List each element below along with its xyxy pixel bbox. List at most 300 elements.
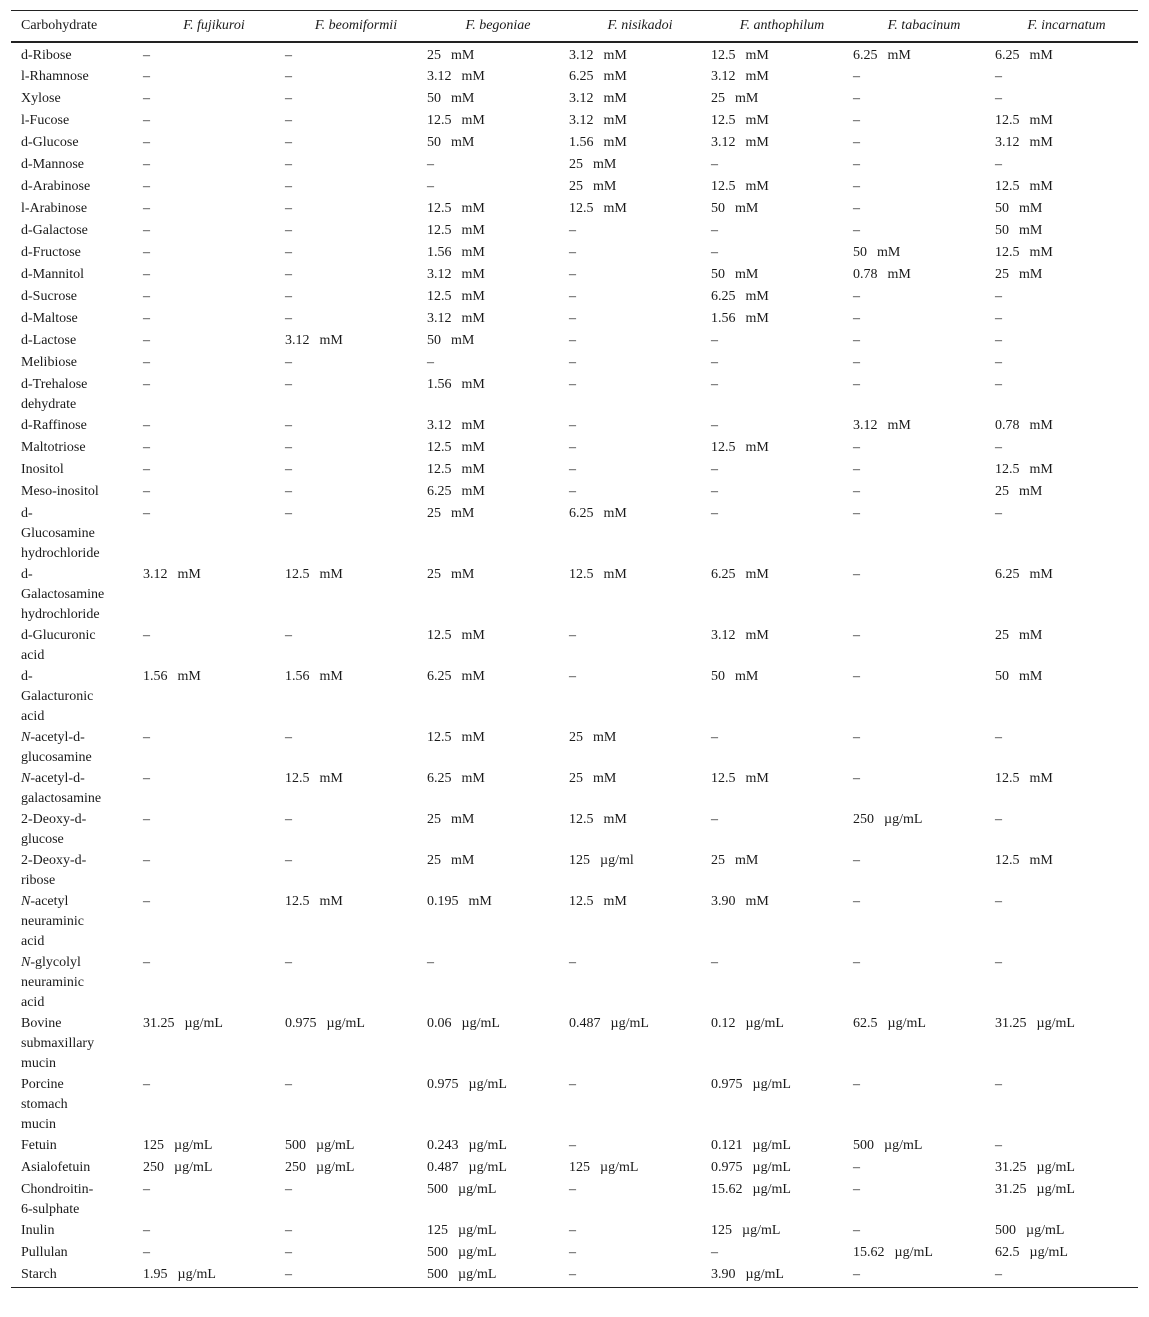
value-unit: mM xyxy=(603,566,627,582)
value-number: 6.25 xyxy=(427,770,452,786)
italic-prefix: N xyxy=(21,954,31,970)
value-cell: – xyxy=(853,1076,860,1092)
value-cell: – xyxy=(427,354,434,370)
value-unit: mM xyxy=(1029,178,1053,194)
value-cell: – xyxy=(143,729,150,745)
value-number: 12.5 xyxy=(569,811,594,827)
value-unit: mM xyxy=(1019,200,1043,216)
value-cell xyxy=(711,88,853,110)
value-cell: – xyxy=(711,1244,718,1260)
value-cell: – xyxy=(285,811,292,827)
value-number: 12.5 xyxy=(995,852,1020,868)
value-cell: – xyxy=(143,376,150,392)
value-number: 50 xyxy=(995,668,1009,684)
value-number: 0.975 xyxy=(711,1076,743,1092)
value-number: 12.5 xyxy=(995,244,1020,260)
value-cell: – xyxy=(285,376,292,392)
value-cell xyxy=(853,809,995,850)
value-cell: – xyxy=(569,1137,576,1153)
carbohydrate-name-line: Xylose xyxy=(21,90,61,106)
value-number: 6.25 xyxy=(711,288,736,304)
value-cell xyxy=(427,1179,569,1220)
header-f-nisikadoi: F. nisikadoi xyxy=(607,17,673,33)
table-row xyxy=(11,1074,1138,1135)
value-unit: µg/mL xyxy=(742,1222,781,1238)
value-cell: – xyxy=(853,134,860,150)
value-cell: – xyxy=(143,1181,150,1197)
carbohydrate-name xyxy=(11,286,143,308)
value-unit: mM xyxy=(451,332,475,348)
value-unit: mM xyxy=(887,266,911,282)
value-cell xyxy=(995,1242,1138,1264)
value-unit: µg/mL xyxy=(184,1015,223,1031)
value-cell: – xyxy=(285,1181,292,1197)
value-unit: mM xyxy=(461,68,485,84)
value-cell xyxy=(569,132,711,154)
table-row xyxy=(11,809,1138,850)
value-number: 12.5 xyxy=(711,47,736,63)
carbohydrate-name-line: d-Trehalose xyxy=(21,376,88,392)
value-cell xyxy=(995,415,1138,437)
value-cell: – xyxy=(569,266,576,282)
value-number: 12.5 xyxy=(569,566,594,582)
value-unit: mM xyxy=(451,90,475,106)
value-number: 3.12 xyxy=(427,266,452,282)
value-number: 1.56 xyxy=(711,310,736,326)
value-cell xyxy=(995,242,1138,264)
table-row xyxy=(11,176,1138,198)
value-cell xyxy=(143,1013,285,1074)
value-number: 3.12 xyxy=(995,134,1020,150)
value-number: 6.25 xyxy=(995,566,1020,582)
value-number: 25 xyxy=(427,505,441,521)
value-number: 0.78 xyxy=(853,266,878,282)
value-number: 125 xyxy=(427,1222,448,1238)
carbohydrate-name-line: Starch xyxy=(21,1266,57,1282)
value-number: 0.12 xyxy=(711,1015,736,1031)
value-cell xyxy=(711,1220,853,1242)
value-unit: mM xyxy=(1029,566,1053,582)
value-cell: – xyxy=(143,1222,150,1238)
value-unit: mM xyxy=(1029,417,1053,433)
carbohydrate-name-line: 2-Deoxy-d- xyxy=(21,852,87,868)
value-cell: – xyxy=(853,200,860,216)
value-cell: – xyxy=(285,1222,292,1238)
table-row xyxy=(11,1264,1138,1288)
value-cell xyxy=(427,286,569,308)
carbohydrate-name-line: glucosamine xyxy=(21,749,92,765)
table-row xyxy=(11,1242,1138,1264)
value-unit: mM xyxy=(745,439,769,455)
value-cell: – xyxy=(569,1266,576,1282)
value-cell xyxy=(995,625,1138,666)
value-cell: – xyxy=(285,627,292,643)
value-cell: – xyxy=(285,954,292,970)
carbohydrate-name-line: Meso-inositol xyxy=(21,483,99,499)
value-unit: mM xyxy=(461,627,485,643)
value-unit: mM xyxy=(451,134,475,150)
value-unit: mM xyxy=(593,770,617,786)
value-cell: – xyxy=(569,1076,576,1092)
value-cell xyxy=(995,850,1138,891)
value-number: 3.12 xyxy=(711,134,736,150)
value-number: 12.5 xyxy=(427,112,452,128)
value-cell: – xyxy=(711,417,718,433)
value-cell: – xyxy=(285,47,292,63)
carbohydrate-name xyxy=(11,666,143,727)
carbohydrate-name xyxy=(11,1074,143,1135)
value-unit: µg/mL xyxy=(316,1159,355,1175)
carbohydrate-name-line xyxy=(21,769,143,789)
value-unit: mM xyxy=(603,200,627,216)
value-cell: – xyxy=(143,505,150,521)
value-number: 125 xyxy=(569,852,590,868)
carbohydrate-name xyxy=(11,1013,143,1074)
value-cell: – xyxy=(143,47,150,63)
carbohydrate-name xyxy=(11,625,143,666)
value-unit: mM xyxy=(735,668,759,684)
value-number: 12.5 xyxy=(427,461,452,477)
value-number: 125 xyxy=(569,1159,590,1175)
value-unit: mM xyxy=(319,332,343,348)
table-row xyxy=(11,952,1138,1013)
value-cell xyxy=(711,564,853,625)
table-row xyxy=(11,415,1138,437)
carbohydrate-name xyxy=(11,374,143,415)
value-cell xyxy=(427,1220,569,1242)
value-cell: – xyxy=(285,244,292,260)
value-unit: mM xyxy=(461,376,485,392)
carbohydrate-name-line: dehydrate xyxy=(21,396,77,412)
value-cell xyxy=(995,481,1138,503)
value-number: 0.487 xyxy=(427,1159,459,1175)
value-cell: – xyxy=(569,627,576,643)
value-unit: µg/ml xyxy=(600,852,634,868)
value-cell xyxy=(853,42,995,66)
value-unit: mM xyxy=(735,852,759,868)
value-cell: – xyxy=(853,1159,860,1175)
value-number: 12.5 xyxy=(427,222,452,238)
header-f-fujikuroi: F. fujikuroi xyxy=(183,17,245,33)
carbohydrate-name xyxy=(11,1242,143,1264)
header-f-tabacinum: F. tabacinum xyxy=(887,17,961,33)
value-cell: – xyxy=(285,1244,292,1260)
value-cell: – xyxy=(995,310,1002,326)
value-number: 62.5 xyxy=(853,1015,878,1031)
value-cell: – xyxy=(143,893,150,909)
value-number: 1.56 xyxy=(569,134,594,150)
value-number: 12.5 xyxy=(427,288,452,304)
table-row xyxy=(11,132,1138,154)
value-cell: – xyxy=(143,417,150,433)
value-number: 12.5 xyxy=(995,112,1020,128)
value-number: 25 xyxy=(427,566,441,582)
value-cell xyxy=(711,42,853,66)
value-cell xyxy=(143,1264,285,1288)
value-cell xyxy=(285,1135,427,1157)
value-cell: – xyxy=(569,439,576,455)
header-carbohydrate: Carbohydrate xyxy=(21,17,98,33)
value-number: 12.5 xyxy=(995,178,1020,194)
value-cell: – xyxy=(143,68,150,84)
value-cell: – xyxy=(143,310,150,326)
value-unit: mM xyxy=(745,134,769,150)
carbohydrate-name-line: Fetuin xyxy=(21,1137,57,1153)
value-cell: – xyxy=(143,222,150,238)
value-number: 3.12 xyxy=(569,47,594,63)
value-unit: µg/mL xyxy=(458,1222,497,1238)
carbohydrate-name xyxy=(11,88,143,110)
value-number: 25 xyxy=(569,156,583,172)
value-cell: – xyxy=(285,288,292,304)
value-number: 12.5 xyxy=(427,627,452,643)
value-number: 0.195 xyxy=(427,893,459,909)
value-cell xyxy=(853,1242,995,1264)
carbohydrate-name-line: d-Glucose xyxy=(21,134,79,150)
carbohydrate-name xyxy=(11,132,143,154)
value-unit: mM xyxy=(461,483,485,499)
table-row xyxy=(11,110,1138,132)
table-row xyxy=(11,220,1138,242)
value-cell: – xyxy=(853,1266,860,1282)
value-cell xyxy=(143,1157,285,1179)
value-cell xyxy=(569,198,711,220)
value-cell: – xyxy=(569,461,576,477)
value-number: 6.25 xyxy=(569,68,594,84)
value-cell: – xyxy=(569,954,576,970)
value-cell: – xyxy=(711,332,718,348)
value-number: 50 xyxy=(427,90,441,106)
value-cell: – xyxy=(853,505,860,521)
carbohydrate-name-line: d-Fructose xyxy=(21,244,81,260)
value-cell xyxy=(427,415,569,437)
table-row xyxy=(11,564,1138,625)
carbohydrate-name-line: d- xyxy=(21,668,33,684)
value-cell xyxy=(711,768,853,809)
value-cell: – xyxy=(285,1076,292,1092)
carbohydrate-name xyxy=(11,437,143,459)
value-unit: mM xyxy=(461,222,485,238)
value-unit: mM xyxy=(461,770,485,786)
value-cell: – xyxy=(711,483,718,499)
value-unit: µg/mL xyxy=(752,1181,791,1197)
carbohydrate-name-line: d-Mannitol xyxy=(21,266,84,282)
carbohydrate-name xyxy=(11,1179,143,1220)
value-cell: – xyxy=(853,112,860,128)
value-cell xyxy=(711,1135,853,1157)
value-number: 3.12 xyxy=(285,332,310,348)
value-cell: – xyxy=(143,811,150,827)
value-unit: µg/mL xyxy=(468,1159,507,1175)
value-unit: µg/mL xyxy=(745,1015,784,1031)
value-unit: µg/mL xyxy=(1036,1159,1075,1175)
value-number: 50 xyxy=(995,222,1009,238)
value-cell: – xyxy=(143,770,150,786)
value-cell: – xyxy=(711,376,718,392)
value-number: 50 xyxy=(711,200,725,216)
value-cell: – xyxy=(143,1244,150,1260)
value-unit: µg/mL xyxy=(752,1159,791,1175)
value-cell xyxy=(569,727,711,768)
value-cell xyxy=(711,1013,853,1074)
value-cell: – xyxy=(711,729,718,745)
value-unit: µg/mL xyxy=(458,1244,497,1260)
value-cell xyxy=(427,264,569,286)
value-cell xyxy=(285,1157,427,1179)
value-number: 500 xyxy=(285,1137,306,1153)
value-cell: – xyxy=(143,134,150,150)
value-unit: mM xyxy=(461,266,485,282)
value-number: 1.56 xyxy=(427,376,452,392)
value-cell: – xyxy=(143,178,150,194)
value-cell xyxy=(285,666,427,727)
value-number: 50 xyxy=(427,332,441,348)
carbohydrate-name xyxy=(11,481,143,503)
value-cell: – xyxy=(853,288,860,304)
value-cell: – xyxy=(285,729,292,745)
carbohydrate-name-line: acid xyxy=(21,994,45,1010)
carbohydrate-name-line: Pullulan xyxy=(21,1244,68,1260)
carbohydrate-name-line: d-Sucrose xyxy=(21,288,77,304)
header-f-begoniae: F. begoniae xyxy=(465,17,531,33)
value-cell: – xyxy=(143,439,150,455)
carbohydrate-name-line: neuraminic xyxy=(21,974,84,990)
value-unit: mM xyxy=(745,47,769,63)
value-number: 3.12 xyxy=(427,68,452,84)
table-row xyxy=(11,42,1138,66)
value-cell: – xyxy=(995,954,1002,970)
value-unit: mM xyxy=(603,893,627,909)
value-cell: – xyxy=(569,1222,576,1238)
value-number: 6.25 xyxy=(427,668,452,684)
value-number: 250 xyxy=(143,1159,164,1175)
carbohydrate-name-line: 6-sulphate xyxy=(21,1201,80,1217)
table-row xyxy=(11,374,1138,415)
value-unit: µg/mL xyxy=(752,1137,791,1153)
value-cell: – xyxy=(143,461,150,477)
value-unit: mM xyxy=(461,244,485,260)
carbohydrate-name-line: neuraminic xyxy=(21,913,84,929)
value-cell: – xyxy=(995,156,1002,172)
value-number: 15.62 xyxy=(711,1181,743,1197)
table-row xyxy=(11,154,1138,176)
value-unit: mM xyxy=(735,200,759,216)
value-cell: – xyxy=(143,483,150,499)
value-number: 25 xyxy=(995,627,1009,643)
value-cell: – xyxy=(569,288,576,304)
value-cell: – xyxy=(569,1244,576,1260)
value-cell: – xyxy=(143,244,150,260)
value-number: 12.5 xyxy=(711,178,736,194)
carbohydrate-name xyxy=(11,850,143,891)
value-unit: mM xyxy=(461,112,485,128)
value-unit: mM xyxy=(461,668,485,684)
value-unit: mM xyxy=(603,811,627,827)
value-unit: mM xyxy=(887,417,911,433)
value-number: 50 xyxy=(995,200,1009,216)
value-cell: – xyxy=(853,439,860,455)
value-cell: – xyxy=(995,439,1002,455)
value-cell xyxy=(853,264,995,286)
table-row xyxy=(11,242,1138,264)
value-cell: – xyxy=(711,222,718,238)
value-unit: mM xyxy=(593,729,617,745)
value-unit: mM xyxy=(461,417,485,433)
value-cell: – xyxy=(853,893,860,909)
value-cell xyxy=(995,220,1138,242)
value-unit: µg/mL xyxy=(1036,1015,1075,1031)
value-cell xyxy=(711,1074,853,1135)
value-number: 25 xyxy=(995,266,1009,282)
value-cell xyxy=(285,891,427,952)
value-cell xyxy=(711,1179,853,1220)
value-cell xyxy=(569,564,711,625)
value-cell: – xyxy=(143,332,150,348)
value-number: 12.5 xyxy=(427,439,452,455)
value-cell xyxy=(711,625,853,666)
carbohydrate-name xyxy=(11,415,143,437)
value-cell xyxy=(995,1013,1138,1074)
value-unit: µg/mL xyxy=(887,1015,926,1031)
value-unit: mM xyxy=(1029,852,1053,868)
value-cell xyxy=(427,768,569,809)
value-cell: – xyxy=(569,483,576,499)
value-number: 3.12 xyxy=(711,627,736,643)
value-cell xyxy=(711,66,853,88)
value-cell xyxy=(569,1157,711,1179)
value-cell: – xyxy=(853,770,860,786)
table-row xyxy=(11,286,1138,308)
value-cell: – xyxy=(995,90,1002,106)
value-cell: – xyxy=(569,376,576,392)
value-unit: mM xyxy=(319,770,343,786)
value-unit: mM xyxy=(319,668,343,684)
value-cell: – xyxy=(995,376,1002,392)
value-cell: – xyxy=(285,417,292,433)
value-cell xyxy=(427,42,569,66)
table-row xyxy=(11,1179,1138,1220)
value-cell xyxy=(569,891,711,952)
value-unit: µg/mL xyxy=(316,1137,355,1153)
carbohydrate-name xyxy=(11,198,143,220)
value-unit: µg/mL xyxy=(174,1137,213,1153)
table-header xyxy=(11,11,1138,42)
value-cell: – xyxy=(995,893,1002,909)
name-rest: -acetyl-d- xyxy=(30,729,85,745)
value-cell: – xyxy=(853,178,860,194)
value-unit: mM xyxy=(745,566,769,582)
value-cell xyxy=(569,88,711,110)
value-number: 25 xyxy=(711,90,725,106)
table-row xyxy=(11,891,1138,952)
value-cell xyxy=(427,564,569,625)
value-cell: – xyxy=(427,954,434,970)
value-cell xyxy=(995,198,1138,220)
value-cell: – xyxy=(569,417,576,433)
value-cell xyxy=(285,1013,427,1074)
value-unit: mM xyxy=(177,668,201,684)
carbohydrate-name-line: galactosamine xyxy=(21,790,102,806)
carbohydrate-name-line: d-Glucuronic xyxy=(21,627,96,643)
value-unit: mM xyxy=(1029,461,1053,477)
carbohydrate-name-line: hydrochloride xyxy=(21,606,100,622)
value-cell xyxy=(569,1013,711,1074)
value-number: 0.975 xyxy=(427,1076,459,1092)
table-row xyxy=(11,850,1138,891)
value-number: 1.56 xyxy=(143,668,168,684)
value-number: 3.12 xyxy=(569,112,594,128)
carbohydrate-name-line: stomach xyxy=(21,1096,68,1112)
